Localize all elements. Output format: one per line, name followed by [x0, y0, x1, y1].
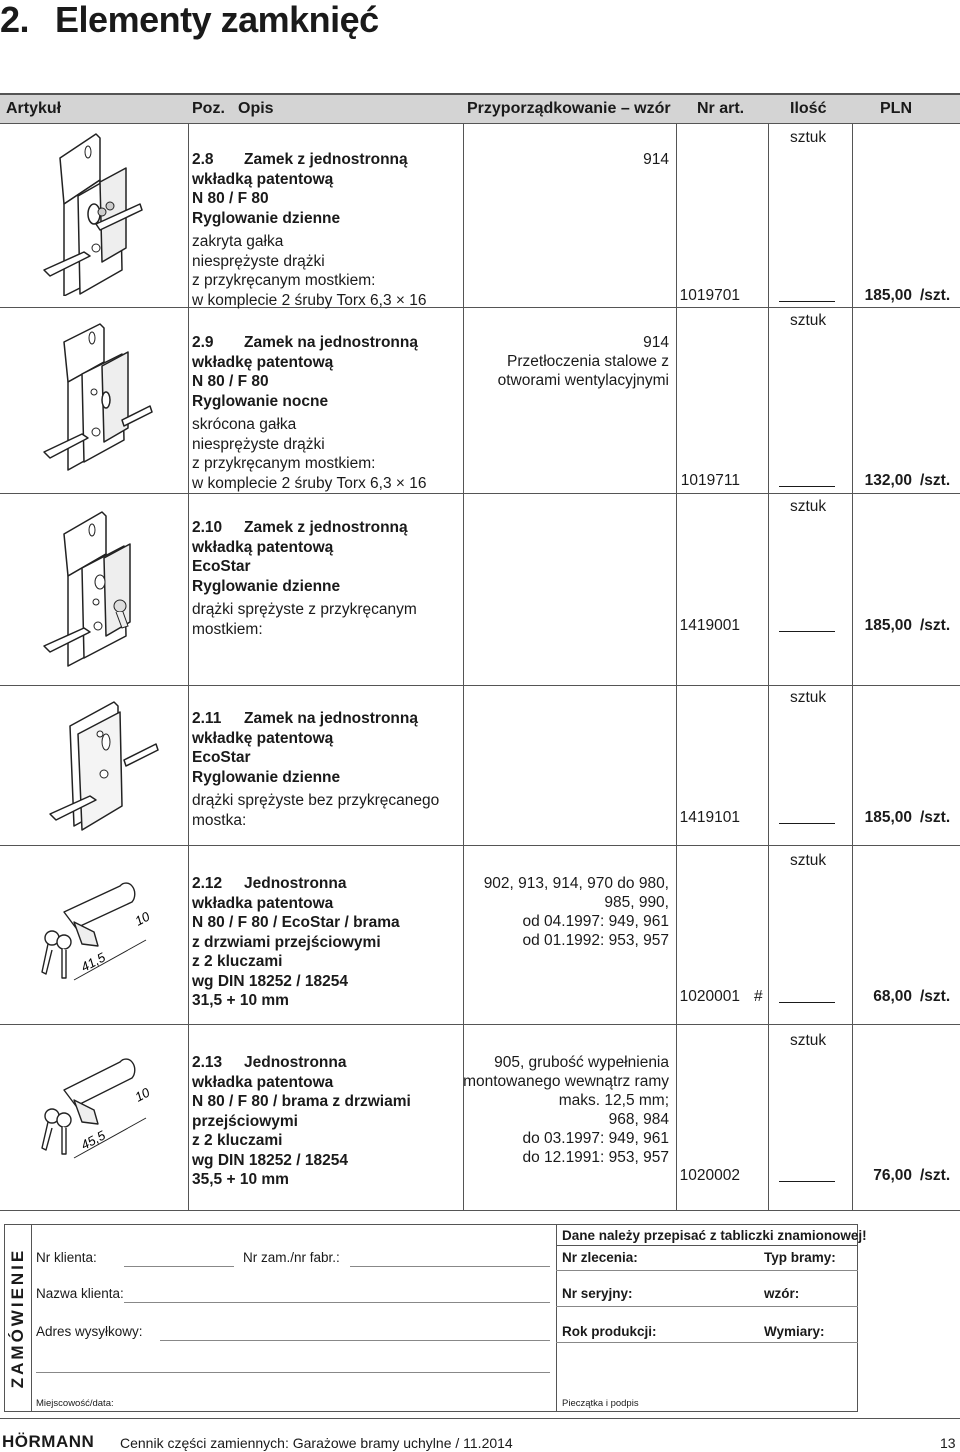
price-unit: /szt. [920, 617, 951, 634]
column-divider [852, 123, 853, 1210]
unit-label: sztuk [790, 689, 827, 706]
item-detail: niesprężyste drążki [192, 252, 325, 270]
item-detail: drążki sprężyste bez przykręcanego [192, 792, 440, 809]
item-name-line: wkładką patentową [192, 538, 334, 556]
shipping-address-field-2[interactable] [36, 1372, 550, 1373]
row-divider [0, 685, 960, 686]
item-name-line: wkładką patentową [192, 170, 334, 188]
item-assignment: 902, 913, 914, 970 do 980, 985, 990, od 04.1997: 949, 961 od 01.1992: 953, 957 [483, 875, 669, 949]
unit-label: sztuk [790, 852, 827, 869]
item-2-11 [192, 709, 439, 830]
footnote-mark: # [754, 988, 763, 1005]
price: 76,00 [873, 1167, 912, 1184]
price-unit: /szt. [920, 809, 951, 826]
divider [556, 1342, 858, 1343]
item-name: Jednostronna [244, 875, 347, 892]
item-detail: skrócona gałka [192, 416, 297, 433]
quantity-field[interactable] [779, 1181, 835, 1182]
order-number-label: Nr zam./nr fabr.: [243, 1250, 340, 1265]
column-divider [188, 123, 189, 1210]
item-name-line: z 2 kluczami [192, 953, 283, 970]
article-number: 1020002 [679, 1167, 740, 1184]
page-number: 13 [940, 1435, 956, 1451]
unit-label: sztuk [790, 1032, 827, 1049]
customer-number-label: Nr klienta: [36, 1250, 97, 1265]
brand-logo: HÖRMANN [2, 1432, 95, 1451]
item-2-8 [192, 150, 426, 310]
divider [556, 1245, 858, 1246]
item-name: Jednostronna [244, 1054, 347, 1071]
col-pln: PLN [880, 100, 912, 117]
dimension-label: 10 [132, 1084, 153, 1105]
price: 68,00 [873, 988, 912, 1005]
item-assignment: 914 Przetłoczenia stalowe z otworami wentylacyjnymi [497, 334, 669, 389]
row-divider [0, 1210, 960, 1211]
item-name-line: z drzwiami przejściowymi [192, 933, 381, 951]
item-name-line: 35,5 + 10 mm [192, 1171, 289, 1188]
item-name-line: Ryglowanie dzienne [192, 768, 341, 786]
customer-name-label: Nazwa klienta: [36, 1286, 124, 1301]
price: 132,00 [864, 472, 912, 489]
price-unit: /szt. [920, 988, 951, 1005]
item-name-line: N 80 / F 80 [192, 373, 269, 390]
item-detail: z przykręcanym mostkiem: [192, 272, 376, 289]
order-side-label: ZAMÓWIENIE [4, 1224, 32, 1412]
item-name-line: wkładkę patentową [192, 729, 334, 747]
article-number: 1419101 [679, 809, 740, 826]
order-number-field[interactable] [350, 1266, 550, 1267]
table-header [0, 93, 960, 124]
footer-caption: Cennik części zamiennych: Garażowe bramy uchylne / 11.2014 [120, 1435, 513, 1451]
quantity-field[interactable] [779, 823, 835, 824]
item-2-13 [192, 1053, 411, 1190]
item-detail: mostka: [192, 811, 247, 829]
item-name: Zamek na jednostronną [244, 710, 418, 727]
dimensions-label: Wymiary: [764, 1324, 825, 1339]
footer-rule [0, 1418, 960, 1419]
production-year-label: Rok produkcji: [562, 1324, 657, 1339]
col-poz: Poz. [192, 100, 225, 117]
item-name: Zamek z jednostronną [244, 519, 408, 536]
column-divider [676, 123, 677, 1210]
stamp-signature-label: Pieczątka i podpis [562, 1398, 639, 1409]
item-name-line: wkładka patentowa [192, 1073, 334, 1091]
item-detail: drążki sprężyste z przykręcanym [192, 601, 417, 618]
item-position: 2.9 [192, 334, 214, 351]
column-divider [768, 123, 769, 1210]
customer-name-field[interactable] [124, 1302, 550, 1303]
item-name-line: N 80 / F 80 / EcoStar / brama [192, 914, 400, 931]
item-name-line: EcoStar [192, 558, 251, 575]
item-2-9 [192, 333, 426, 493]
item-name-line: 31,5 + 10 mm [192, 992, 289, 1009]
item-name-line: wg DIN 18252 / 18254 [192, 972, 348, 990]
item-detail: zakryta gałka [192, 233, 284, 250]
item-position: 2.10 [192, 519, 223, 536]
item-position: 2.8 [192, 151, 214, 168]
item-detail: niesprężyste drążki [192, 435, 325, 453]
item-detail: mostkiem: [192, 620, 263, 638]
section-number: 2. [0, 0, 30, 40]
dimension-label: 10 [132, 908, 153, 929]
price-unit: /szt. [920, 287, 951, 304]
col-nr-art: Nr art. [697, 100, 745, 117]
col-artykul: Artykuł [6, 100, 62, 117]
item-name-line: wkładka patentowa [192, 894, 334, 912]
lock-image [44, 690, 184, 840]
item-name-line: Ryglowanie nocne [192, 392, 329, 410]
job-number-label: Nr zlecenia: [562, 1250, 638, 1265]
item-2-10 [192, 518, 417, 639]
shipping-address-field[interactable] [160, 1340, 550, 1341]
divider [556, 1306, 858, 1307]
item-name: Zamek z jednostronną [244, 151, 408, 168]
cylinder-image [34, 872, 164, 992]
item-position: 2.13 [192, 1054, 223, 1071]
customer-number-field[interactable] [124, 1266, 234, 1267]
page-title [0, 0, 379, 40]
item-name-line: N 80 / F 80 [192, 190, 269, 207]
col-opis: Opis [238, 100, 274, 117]
quantity-field[interactable] [779, 631, 835, 632]
nameplate-note: Dane należy przepisać z tabliczki znamionowej! [562, 1228, 867, 1243]
item-name-line: wg DIN 18252 / 18254 [192, 1151, 348, 1169]
article-number: 1419001 [679, 617, 740, 634]
dimension-label: 41,5 [78, 949, 108, 975]
price-unit: /szt. [920, 472, 951, 489]
unit-label: sztuk [790, 498, 827, 515]
item-name-line: Ryglowanie dzienne [192, 577, 341, 595]
price: 185,00 [864, 287, 912, 304]
row-divider [0, 493, 960, 494]
column-divider [463, 123, 464, 1210]
row-divider [0, 1024, 960, 1025]
item-detail: w komplecie 2 śruby Torx 6,3 × 16 [192, 474, 427, 492]
item-detail: w komplecie 2 śruby Torx 6,3 × 16 [192, 291, 427, 309]
lock-image [38, 508, 178, 668]
serial-number-label: Nr seryjny: [562, 1286, 633, 1301]
item-position: 2.11 [192, 710, 222, 727]
col-ilosc: Ilość [790, 100, 827, 117]
item-name: Zamek na jednostronną [244, 334, 418, 351]
item-name-line: Ryglowanie dzienne [192, 209, 341, 227]
article-number: 1019711 [680, 472, 740, 489]
unit-label: sztuk [790, 129, 827, 146]
pattern-label: wzór: [764, 1286, 800, 1301]
quantity-field[interactable] [779, 1002, 835, 1003]
quantity-field[interactable] [779, 486, 835, 487]
item-assignment: 905, grubość wypełnienia montowanego wewnątrz ramy maks. 12,5 mm; 968, 984 do 03.1997: 949, 961 do 12.1991: 953, 957 [463, 1054, 669, 1166]
article-number: 1020001 [679, 988, 740, 1005]
item-position: 2.12 [192, 875, 223, 892]
quantity-field[interactable] [779, 301, 835, 302]
divider [556, 1270, 858, 1271]
row-divider [0, 307, 960, 308]
section-title: Elementy zamknięć [55, 0, 379, 40]
item-name-line: N 80 / F 80 / brama z drzwiami [192, 1093, 411, 1110]
lock-image [38, 128, 178, 296]
cylinder-image [34, 1050, 164, 1170]
item-2-12 [192, 874, 400, 1011]
col-przyporzadkowanie: Przyporządkowanie – wzór [467, 100, 671, 117]
row-divider [0, 845, 960, 846]
unit-label: sztuk [790, 312, 827, 329]
dimension-label: 45,5 [78, 1127, 108, 1153]
item-assignment: 914 [643, 151, 669, 168]
door-type-label: Typ bramy: [764, 1250, 836, 1265]
price-unit: /szt. [920, 1167, 951, 1184]
item-name-line: przejściowymi [192, 1112, 298, 1130]
shipping-address-label: Adres wysyłkowy: [36, 1324, 143, 1339]
item-detail: z przykręcanym mostkiem: [192, 455, 376, 472]
price: 185,00 [864, 809, 912, 826]
item-name-line: z 2 kluczami [192, 1132, 283, 1149]
item-name-line: wkładkę patentową [192, 353, 334, 371]
price: 185,00 [864, 617, 912, 634]
lock-image [38, 322, 178, 472]
place-date-label: Miejscowość/data: [36, 1398, 114, 1409]
article-number: 1019701 [679, 287, 740, 304]
item-name-line: EcoStar [192, 749, 251, 766]
